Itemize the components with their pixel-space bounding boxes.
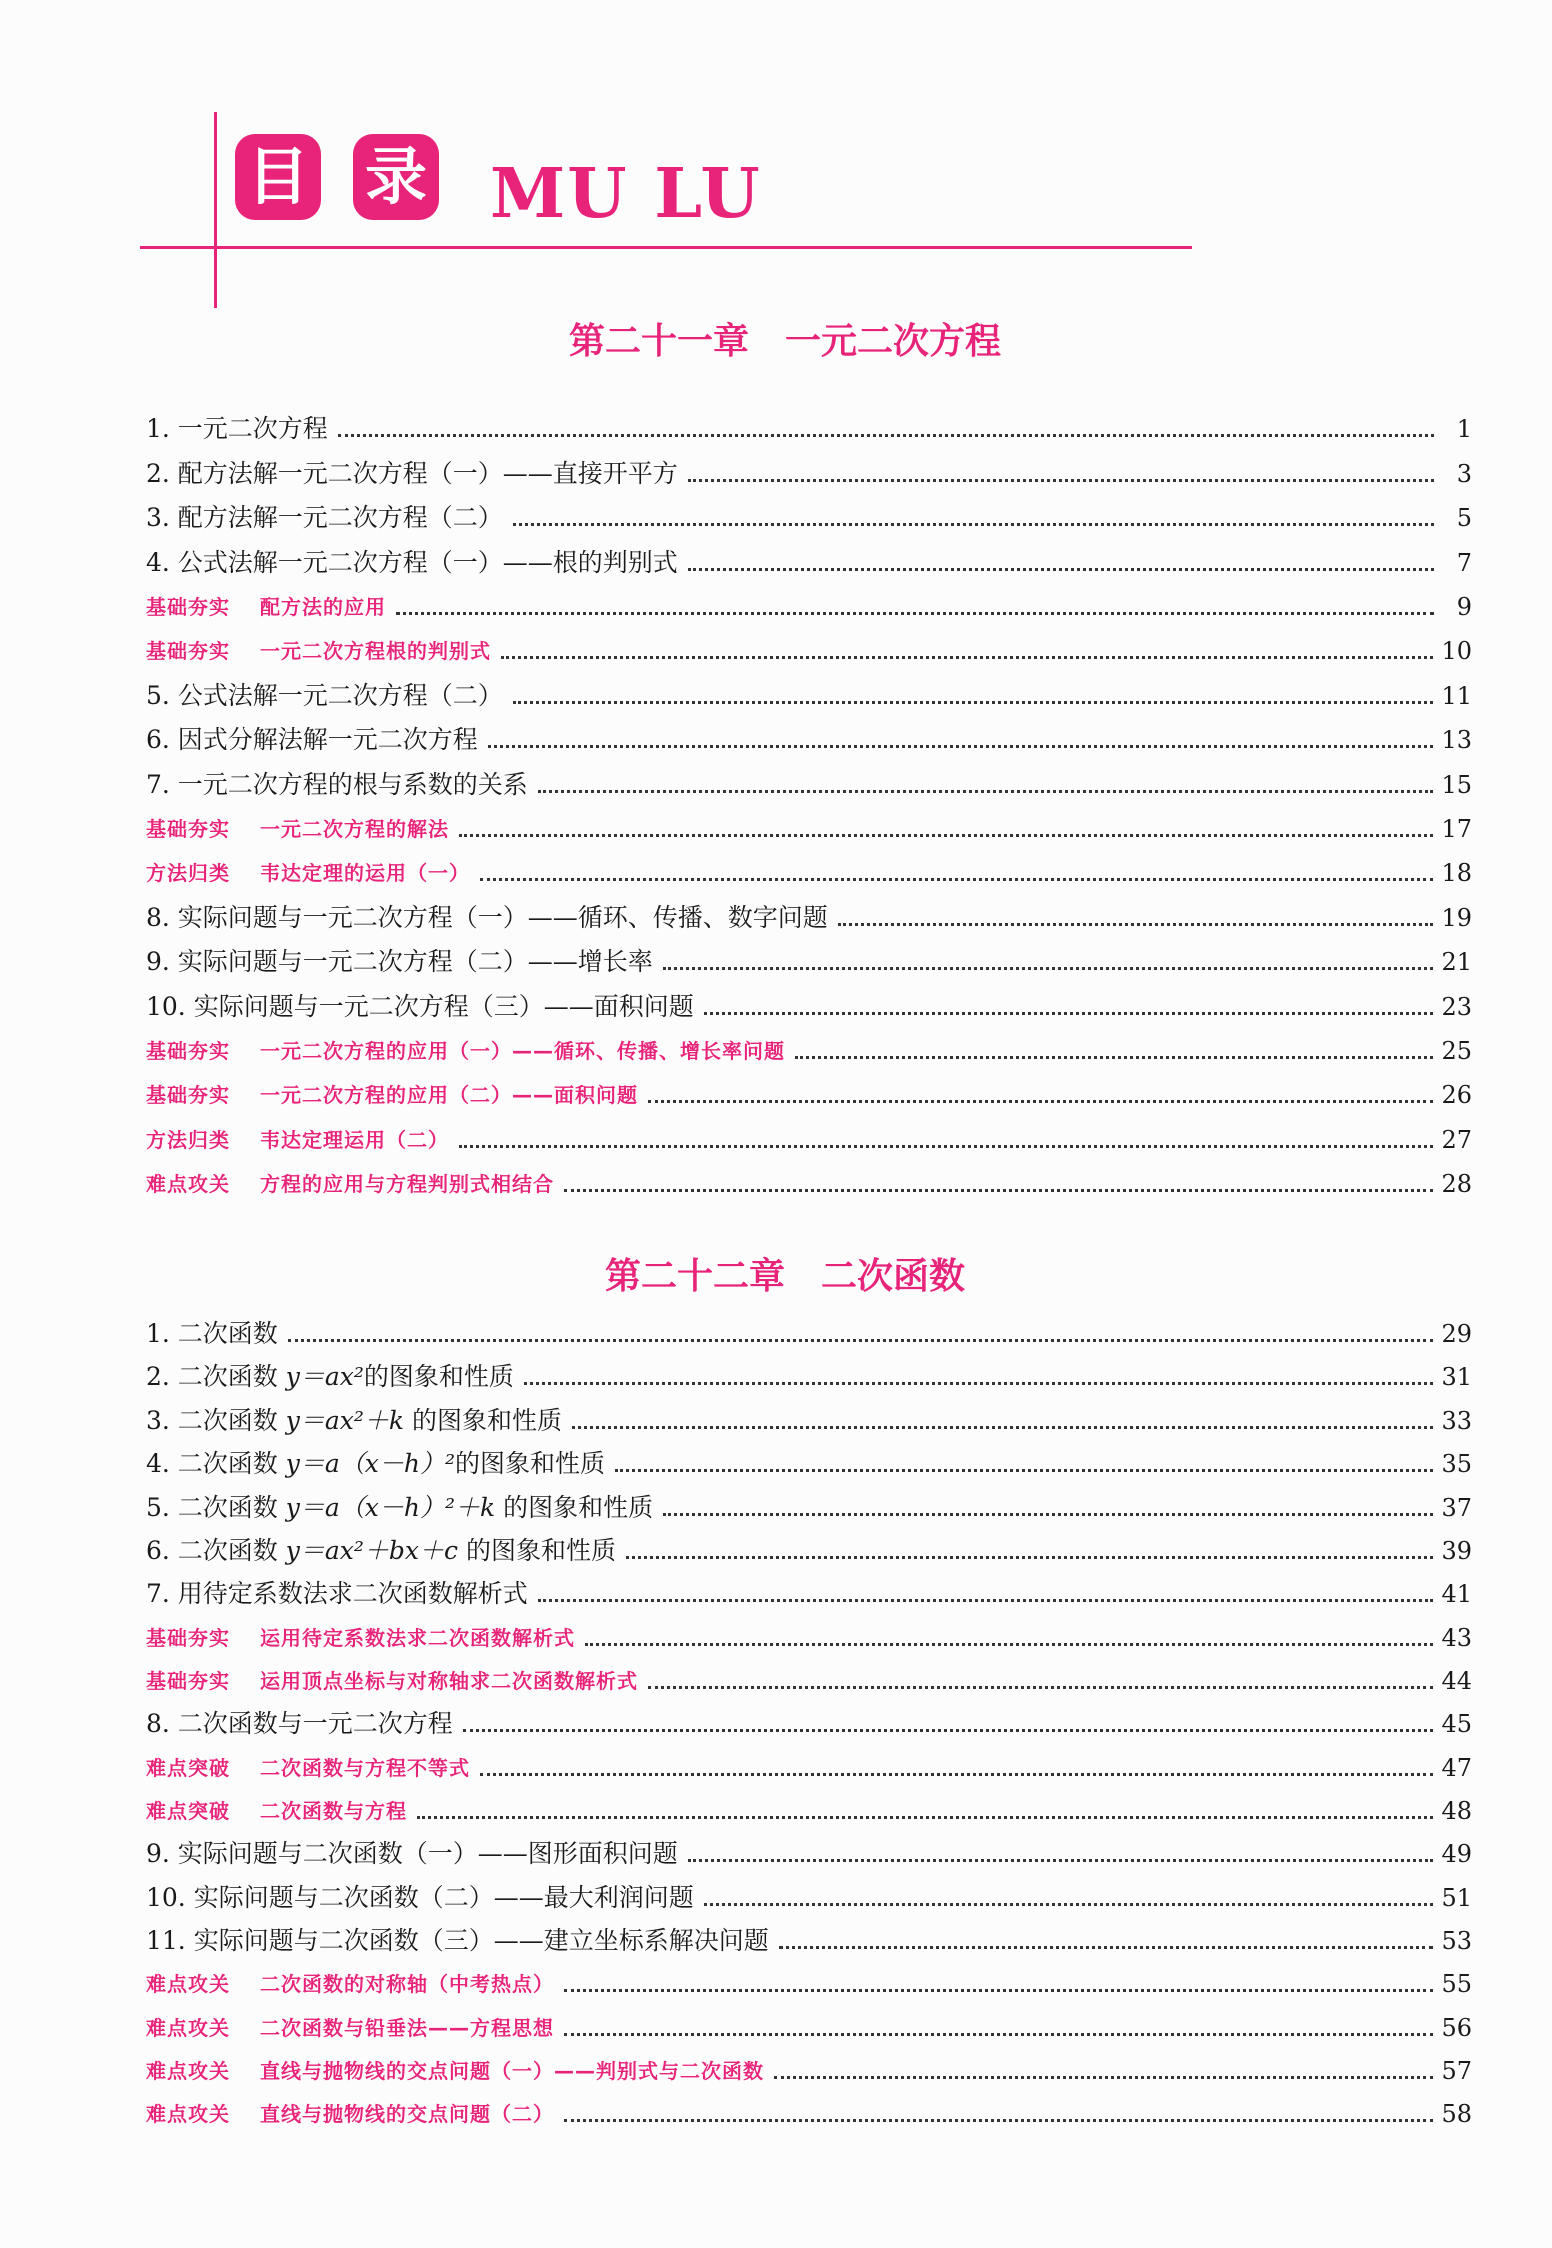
toc-entry[interactable]	[146, 1570, 1472, 1610]
toc-subentry[interactable]	[146, 1744, 1472, 1784]
toc-page-number: 39	[1441, 1537, 1472, 1565]
toc-leader-dots	[513, 523, 1434, 526]
toc-entry-text: 二次函数与方程	[260, 1799, 407, 1823]
toc-leader-dots	[838, 923, 1434, 926]
toc-page-number: 55	[1441, 1970, 1472, 1998]
toc-entry-tag: 难点攻关	[146, 2102, 230, 2126]
toc-entry-text: 韦达定理运用（二）	[260, 1128, 449, 1152]
toc-subentry[interactable]	[146, 2090, 1472, 2130]
toc-leader-dots	[417, 1816, 1433, 1819]
toc-page-number: 56	[1441, 2014, 1472, 2042]
toc-entry-title	[146, 1361, 514, 1393]
toc-entry-text: 二次函数与铅垂法——方程思想	[260, 2016, 554, 2040]
toc-page-number: 10	[1441, 637, 1472, 665]
toc-entry-tag: 难点突破	[146, 1756, 230, 1780]
toc-leader-dots	[626, 1556, 1433, 1559]
toc-entry-text: 一元二次方程的应用（二）——面积问题	[260, 1083, 638, 1107]
toc-entry[interactable]	[146, 1700, 1472, 1740]
toc-entry-title: 9. 实际问题与二次函数（一）——图形面积问题	[146, 1839, 678, 1868]
toc-entry-pre: 4. 二次函数	[146, 1449, 286, 1478]
toc-entry-title: 8. 实际问题与一元二次方程（一）——循环、传播、数字问题	[146, 903, 828, 932]
toc-page-number: 3	[1456, 460, 1472, 488]
title-box-mu: 目	[235, 134, 321, 220]
toc-entry-title: 3. 配方法解一元二次方程（二）	[146, 503, 503, 532]
toc-page-number: 1	[1456, 415, 1472, 443]
toc-entry[interactable]	[146, 1353, 1472, 1393]
toc-entry-tag: 基础夯实	[146, 817, 230, 841]
toc-entry-text: 方程的应用与方程判别式相结合	[260, 1172, 554, 1196]
toc-entry-title	[146, 1448, 605, 1480]
toc-entry[interactable]	[146, 1830, 1472, 1870]
toc-entry-post: 的图象和性质	[455, 1449, 606, 1478]
toc-page-number: 45	[1441, 1710, 1472, 1738]
toc-entry-eq: y＝a（x－h）²	[285, 1449, 456, 1478]
toc-leader-dots	[585, 1643, 1433, 1646]
toc-entry-tag: 基础夯实	[146, 1039, 230, 1063]
toc-entry-tag: 方法归类	[146, 861, 230, 885]
toc-entry-tag: 难点攻关	[146, 2059, 230, 2083]
toc-entry-tag: 基础夯实	[146, 639, 230, 663]
toc-page-number: 37	[1441, 1494, 1472, 1522]
toc-entry-title	[146, 857, 470, 889]
toc-entry-title	[146, 1535, 616, 1567]
toc-leader-dots	[663, 1513, 1433, 1516]
toc-entry-title	[146, 1405, 562, 1437]
toc-entry-title	[146, 2012, 554, 2044]
toc-leader-dots	[688, 568, 1434, 571]
toc-leader-dots	[688, 479, 1434, 482]
toc-page-number: 35	[1441, 1450, 1472, 1478]
toc-entry-eq: y＝ax²＋bx＋c	[285, 1536, 459, 1565]
toc-entry-title: 10. 实际问题与二次函数（二）——最大利润问题	[146, 1883, 694, 1912]
toc-subentry[interactable]	[146, 1160, 1472, 1200]
toc-page-number: 33	[1441, 1407, 1472, 1435]
toc-subentry[interactable]	[146, 849, 1472, 889]
toc-leader-dots	[688, 1859, 1434, 1862]
toc-entry-title	[146, 1124, 449, 1156]
toc-leader-dots	[538, 1599, 1434, 1602]
toc-page-number: 51	[1441, 1884, 1472, 1912]
toc-leader-dots	[463, 1729, 1434, 1732]
title-box-lu: 录	[353, 134, 439, 220]
toc-leader-dots	[795, 1056, 1433, 1059]
toc-page-number: 11	[1441, 682, 1472, 710]
toc-leader-dots	[288, 1339, 1434, 1342]
toc-entry-title	[146, 813, 449, 845]
toc-entry-title: 8. 二次函数与一元二次方程	[146, 1709, 453, 1738]
toc-entry[interactable]	[146, 405, 1472, 445]
toc-page-number: 26	[1441, 1081, 1472, 1109]
toc-leader-dots	[564, 2119, 1433, 2122]
toc-entry-title: 2. 配方法解一元二次方程（一）——直接开平方	[146, 459, 678, 488]
toc-entry-title	[146, 2055, 764, 2087]
toc-entry-title: 11. 实际问题与二次函数（三）——建立坐标系解决问题	[146, 1926, 769, 1955]
toc-page-number: 49	[1441, 1840, 1472, 1868]
toc-leader-dots	[774, 2076, 1433, 2079]
toc-entry-title: 1. 二次函数	[146, 1319, 278, 1348]
toc-entry-pre: 6. 二次函数	[146, 1536, 286, 1565]
toc-page-number: 23	[1441, 993, 1472, 1021]
toc-page-number: 5	[1456, 504, 1472, 532]
toc-entry[interactable]	[146, 1874, 1472, 1914]
toc-leader-dots	[615, 1469, 1433, 1472]
toc-leader-dots	[513, 701, 1434, 704]
toc-leader-dots	[704, 1903, 1434, 1906]
toc-entry-post: 的图象和性质	[363, 1362, 514, 1391]
chapter-22-title: 第二十二章 二次函数	[604, 1256, 965, 1297]
toc-page-number: 28	[1441, 1170, 1472, 1198]
toc-leader-dots	[480, 878, 1433, 881]
toc-entry-title	[146, 1968, 554, 2000]
toc-entry-text: 配方法的应用	[260, 595, 386, 619]
toc-entry-tag: 方法归类	[146, 1128, 230, 1152]
toc-entry-text: 二次函数与方程不等式	[260, 1756, 470, 1780]
toc-entry-tag: 基础夯实	[146, 1626, 230, 1650]
toc-entry-title	[146, 1622, 575, 1654]
toc-entry[interactable]	[146, 1917, 1472, 1957]
title-latin: MU LU	[490, 154, 762, 234]
toc-entry-title	[146, 1752, 470, 1784]
toc-entry-tag: 难点攻关	[146, 1972, 230, 1996]
toc-page-number: 31	[1441, 1363, 1472, 1391]
toc-leader-dots	[338, 434, 1434, 437]
toc-page-number: 27	[1441, 1126, 1472, 1154]
header-vertical-rule	[214, 112, 217, 308]
toc-subentry[interactable]	[146, 1027, 1472, 1067]
toc-entry[interactable]	[146, 938, 1472, 978]
toc-page-number: 18	[1441, 859, 1472, 887]
toc-entry-title: 9. 实际问题与一元二次方程（二）——增长率	[146, 947, 653, 976]
toc-entry-title	[146, 2098, 554, 2130]
toc-page-number: 41	[1441, 1580, 1472, 1608]
toc-leader-dots	[488, 745, 1434, 748]
toc-leader-dots	[648, 1100, 1433, 1103]
toc-entry[interactable]	[146, 450, 1472, 490]
toc-entry-pre: 5. 二次函数	[146, 1493, 286, 1522]
toc-subentry[interactable]	[146, 1614, 1472, 1654]
toc-entry[interactable]	[146, 1484, 1472, 1524]
toc-entry-text: 韦达定理的运用（一）	[260, 861, 470, 885]
toc-subentry[interactable]	[146, 1787, 1472, 1827]
toc-page-number: 53	[1441, 1927, 1472, 1955]
toc-entry-title: 1. 一元二次方程	[146, 414, 328, 443]
toc-entry-text: 直线与抛物线的交点问题（二）	[260, 2102, 554, 2126]
toc-entry[interactable]	[146, 761, 1472, 801]
toc-entry-title	[146, 1168, 554, 1200]
toc-leader-dots	[663, 967, 1434, 970]
toc-subentry[interactable]	[146, 805, 1472, 845]
toc-entry-text: 二次函数的对称轴（中考热点）	[260, 1972, 554, 1996]
toc-page-number: 13	[1441, 726, 1472, 754]
toc-entry-eq: y＝ax²	[285, 1362, 364, 1391]
toc-entry-title	[146, 635, 491, 667]
toc-subentry[interactable]	[146, 583, 1472, 623]
toc-entry[interactable]	[146, 716, 1472, 756]
toc-leader-dots	[459, 1145, 1433, 1148]
toc-leader-dots	[648, 1686, 1433, 1689]
toc-leader-dots	[564, 2033, 1433, 2036]
toc-entry-text: 一元二次方程的应用（一）——循环、传播、增长率问题	[260, 1039, 785, 1063]
toc-page-number: 29	[1441, 1320, 1472, 1348]
toc-entry-text: 一元二次方程根的判别式	[260, 639, 491, 663]
toc-page-number: 19	[1441, 904, 1472, 932]
toc-entry-pre: 3. 二次函数	[146, 1406, 286, 1435]
toc-entry-post: 的图象和性质	[404, 1406, 563, 1435]
toc-page-number: 25	[1441, 1037, 1472, 1065]
toc-entry-eq: y＝a（x－h）²＋k	[285, 1493, 496, 1522]
toc-entry-tag: 难点攻关	[146, 1172, 230, 1196]
toc-entry[interactable]	[146, 894, 1472, 934]
toc-subentry[interactable]	[146, 2047, 1472, 2087]
toc-page-number: 7	[1456, 549, 1472, 577]
toc-page-number: 17	[1441, 815, 1472, 843]
toc-entry-title	[146, 1035, 785, 1067]
toc-entry[interactable]	[146, 1397, 1472, 1437]
toc-entry[interactable]	[146, 1310, 1472, 1350]
toc-subentry[interactable]	[146, 1071, 1472, 1111]
toc-leader-dots	[564, 1989, 1433, 1992]
toc-entry-text: 运用顶点坐标与对称轴求二次函数解析式	[260, 1669, 638, 1693]
toc-entry-post: 的图象和性质	[495, 1493, 654, 1522]
toc-entry-title: 7. 一元二次方程的根与系数的关系	[146, 770, 528, 799]
toc-leader-dots	[538, 790, 1434, 793]
toc-entry-eq: y＝ax²＋k	[285, 1406, 405, 1435]
toc-page-number: 15	[1441, 771, 1472, 799]
toc-entry-title: 4. 公式法解一元二次方程（一）——根的判别式	[146, 548, 678, 577]
toc-entry[interactable]	[146, 1440, 1472, 1480]
toc-entry-title	[146, 1795, 407, 1827]
toc-entry-title	[146, 591, 386, 623]
toc-entry-pre: 2. 二次函数	[146, 1362, 286, 1391]
toc-entry-text: 直线与抛物线的交点问题（一）——判别式与二次函数	[260, 2059, 764, 2083]
toc-entry-title	[146, 1492, 653, 1524]
toc-page-number: 48	[1441, 1797, 1472, 1825]
chapter-21-title: 第二十一章 一元二次方程	[568, 321, 1001, 362]
toc-subentry[interactable]	[146, 2004, 1472, 2044]
toc-page-number: 44	[1441, 1667, 1472, 1695]
toc-entry[interactable]	[146, 983, 1472, 1023]
toc-subentry[interactable]	[146, 627, 1472, 667]
toc-leader-dots	[524, 1382, 1434, 1385]
toc-entry-title	[146, 1079, 638, 1111]
toc-leader-dots	[459, 834, 1433, 837]
toc-entry-title: 10. 实际问题与一元二次方程（三）——面积问题	[146, 992, 694, 1021]
toc-subentry[interactable]	[146, 1960, 1472, 2000]
toc-entry-title	[146, 1665, 638, 1697]
toc-leader-dots	[779, 1946, 1434, 1949]
toc-leader-dots	[501, 656, 1433, 659]
toc-leader-dots	[704, 1012, 1434, 1015]
header-horizontal-rule	[140, 246, 1192, 249]
toc-page-number: 21	[1441, 948, 1472, 976]
toc-leader-dots	[480, 1773, 1433, 1776]
toc-page-number: 9	[1456, 593, 1472, 621]
toc-entry[interactable]	[146, 672, 1472, 712]
toc-subentry[interactable]	[146, 1657, 1472, 1697]
toc-entry-title: 5. 公式法解一元二次方程（二）	[146, 681, 503, 710]
toc-entry-tag: 基础夯实	[146, 1669, 230, 1693]
toc-entry-tag: 难点攻关	[146, 2016, 230, 2040]
toc-page-number: 47	[1441, 1754, 1472, 1782]
toc-entry[interactable]	[146, 1527, 1472, 1567]
toc-leader-dots	[572, 1426, 1433, 1429]
toc-entry-tag: 基础夯实	[146, 595, 230, 619]
toc-leader-dots	[396, 612, 1434, 615]
toc-leader-dots	[564, 1189, 1433, 1192]
toc-entry-tag: 难点突破	[146, 1799, 230, 1823]
toc-entry[interactable]	[146, 539, 1472, 579]
toc-entry-post: 的图象和性质	[458, 1536, 616, 1565]
toc-entry-tag: 基础夯实	[146, 1083, 230, 1107]
toc-page-number: 43	[1441, 1624, 1472, 1652]
toc-entry[interactable]	[146, 494, 1472, 534]
toc-entry-text: 运用待定系数法求二次函数解析式	[260, 1626, 575, 1650]
toc-entry-title: 6. 因式分解法解一元二次方程	[146, 725, 478, 754]
toc-entry-text: 一元二次方程的解法	[260, 817, 449, 841]
toc-page-number: 58	[1441, 2100, 1472, 2128]
toc-entry-title: 7. 用待定系数法求二次函数解析式	[146, 1579, 528, 1608]
toc-page-number: 57	[1441, 2057, 1472, 2085]
toc-subentry[interactable]	[146, 1116, 1472, 1156]
